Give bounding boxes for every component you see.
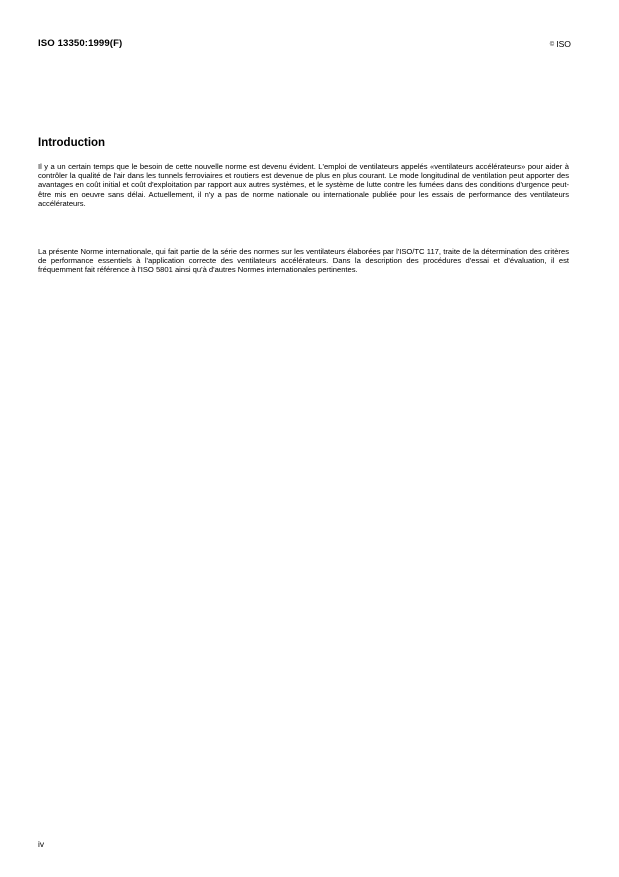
copyright-notice [550, 39, 571, 49]
page-number: iv [38, 839, 45, 849]
paragraph: La présente Norme internationale, qui fait partie de la série des normes sur les ventilateurs élaborées par l'ISO/TC 117, traite de la détermination des critères de performance essentiels à l'application correcte des ventilateurs accélérateurs. Dans la description des procédures d'essai et d'évaluation, il est fréquemment fait référence à l'ISO 5801 ainsi qu'à d'autres Normes internationales pertinentes. [38, 247, 569, 275]
document-id: ISO 13350:1999(F) [38, 38, 123, 49]
paragraph: Il y a un certain temps que le besoin de cette nouvelle norme est devenu évident. L'emploi de ventilateurs appelés «ventilateurs accélérateurs» pour aider à contrôler la qualité de l'air dans les tunnels ferroviaires et routiers est devenue de plus en plus courant. Le mode longitudinal de ventilation peut apporter des avantages en coût initial et coût d'exploitation par rapport aux autres systèmes, et le système de lutte contre les fumées dans des conditions d'urgence peut-être mis en oeuvre sans délai. Actuellement, il n'y a pas de norme nationale ou internationale publiée pour les essais de performance des ventilateurs accélérateurs. [38, 162, 569, 208]
copyright-symbol: © [549, 42, 555, 48]
copyright-holder: ISO [556, 39, 571, 49]
section-title: Introduction [38, 137, 106, 149]
